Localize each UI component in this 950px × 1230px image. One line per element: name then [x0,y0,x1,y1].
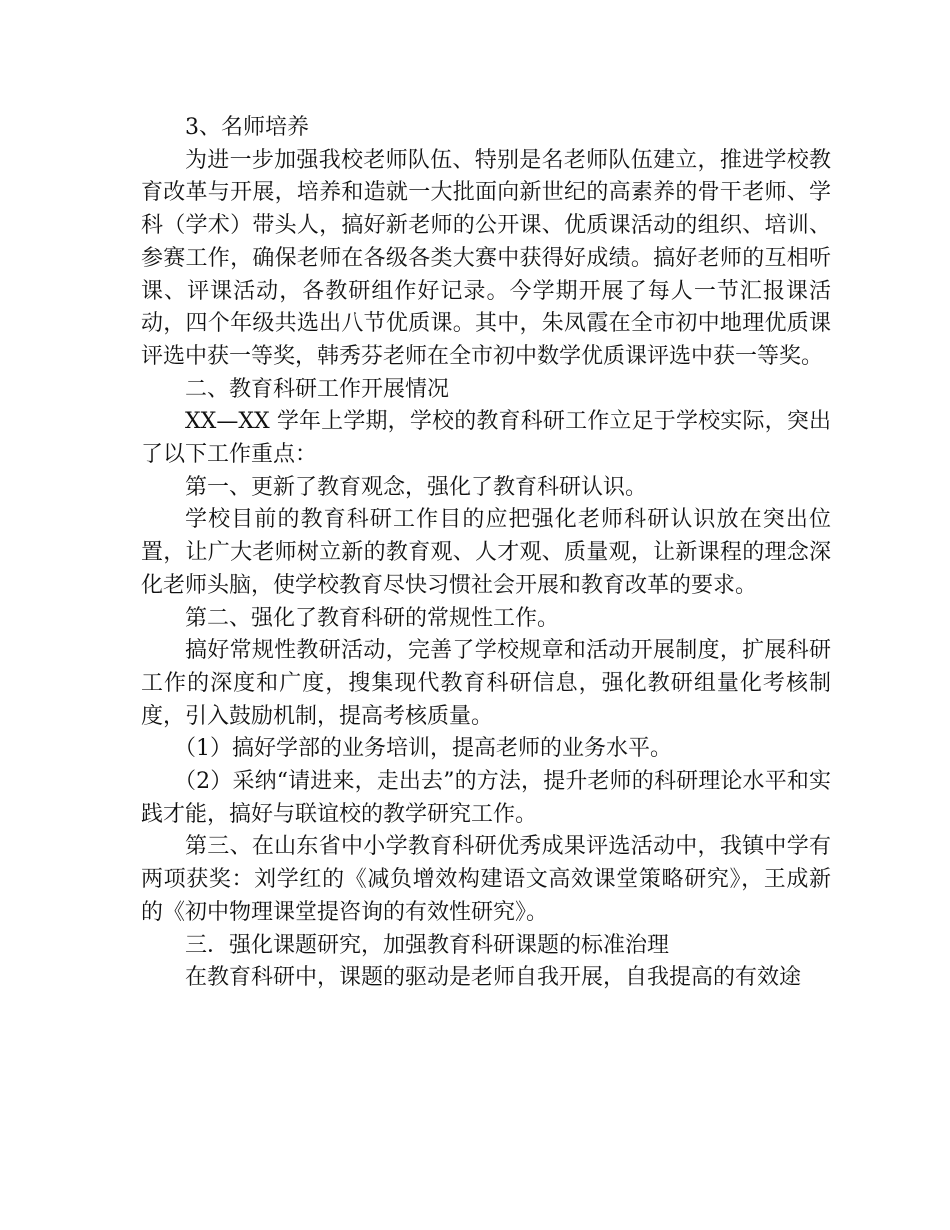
list-item: （2）采纳“请进来，走出去”的方法，提升老师的科研理论水平和实践才能，搞好与联谊校的教学研究工作。 [141,769,831,827]
subheading: 第一、更新了教育观念，强化了教育科研认识。 [185,474,648,500]
section-heading: 二、教育科研工作开展情况 [185,376,450,402]
body-paragraph: 学校目前的教育科研工作目的应把强化老师科研认识放在突出位置，让广大老师树立新的教育观、人才观、质量观，让新课程的理念深化老师头脑，使学校教育尽快习惯社会开展和教育改革的要求。 [141,507,831,598]
body-paragraph: 第三、在山东省中小学教育科研优秀成果评选活动中，我镇中学有两项获奖：刘学红的《减负增效构建语文高效课堂策略研究》，王成新的《初中物理课堂提咨询的有效性研究》。 [141,834,831,925]
body-paragraph: XX—XX 学年上学期，学校的教育科研工作立足于学校实际，突出了以下工作重点： [141,409,831,468]
list-item: （1）搞好学部的业务培训，提高老师的业务水平。 [174,736,672,762]
body-paragraph: 为进一步加强我校老师队伍、特别是名老师队伍建立，推进学校教育改革与开展，培养和造就一大批面向新世纪的高素养的骨干老师、学科（学术）带头人，搞好新老师的公开课、优质课活动的组织、培训、参赛工作，确保老师在各级各类大赛中获得好成绩。搞好老师的互相听课、评课活动，各教研组作好记录。今学期开展了每人一节汇报课活动，四个年级共选出八节优质课。其中，朱凤霞在全市初中地理优质课评选中获一等奖，韩秀芬老师在全市初中数学优质课评选中获一等奖。 [141,147,831,369]
section-heading: 三．强化课题研究，加强教育科研课题的标准治理 [185,932,670,958]
section-heading: 3、名师培养 [185,115,309,140]
body-paragraph: 搞好常规性教研活动，完善了学校规章和活动开展制度，扩展科研工作的深度和广度，搜集现代教育科研信息，强化教研组量化考核制度，引入鼓励机制，提高考核质量。 [141,638,831,729]
document-page [141,112,831,995]
subheading: 第二、强化了教育科研的常规性工作。 [185,605,560,631]
body-paragraph: 在教育科研中，课题的驱动是老师自我开展，自我提高的有效途 [185,965,802,991]
